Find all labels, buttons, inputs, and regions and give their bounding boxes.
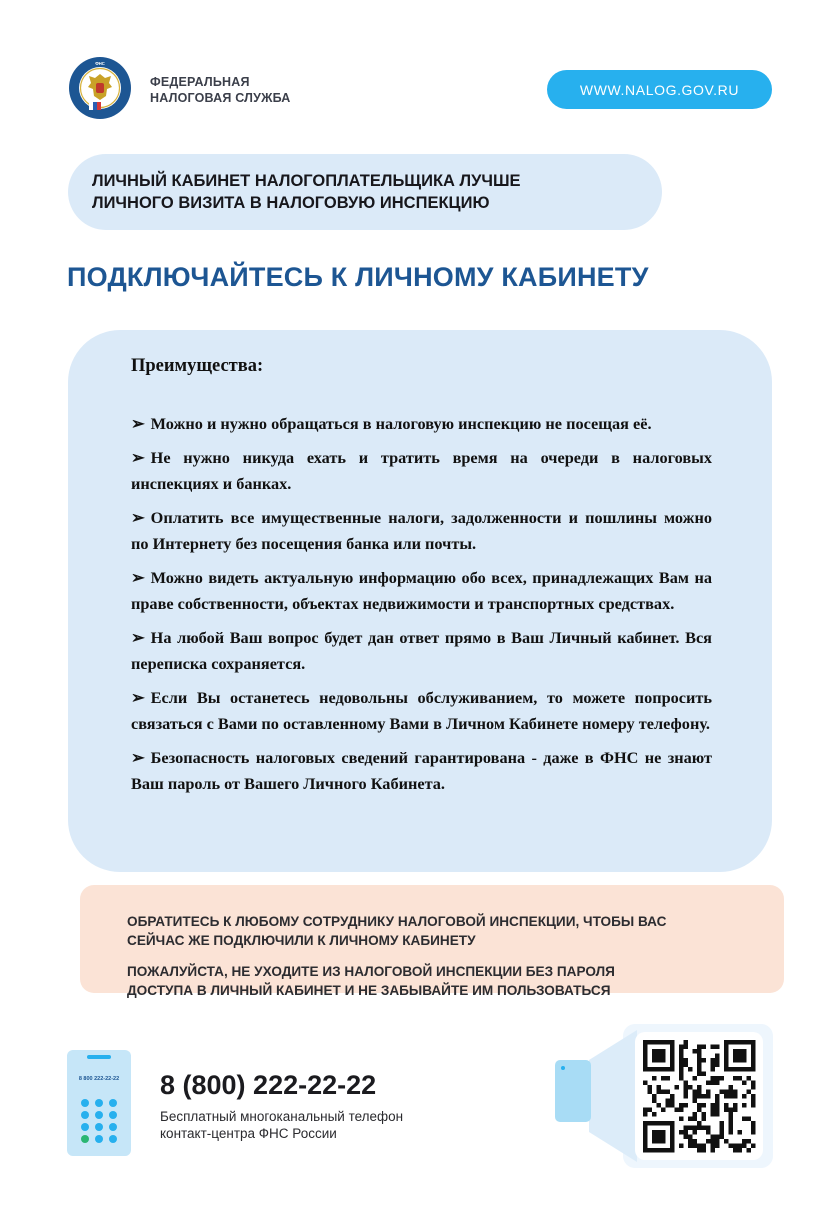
hotline-desc-line1: Бесплатный многоканальный телефон	[160, 1109, 404, 1124]
notice-line: ОБРАТИТЕСЬ К ЛЮБОМУ СОТРУДНИКУ НАЛОГОВОЙ ИНСПЕКЦИИ, ЧТОБЫ ВАС	[127, 914, 667, 929]
arrow-bullet-icon: ➢	[131, 748, 145, 767]
notice-line: ПОЖАЛУЙСТА, НЕ УХОДИТЕ ИЗ НАЛОГОВОЙ ИНСПЕКЦИИ БЕЗ ПАРОЛЯ	[127, 964, 615, 979]
hotline-phone-number[interactable]: 8 (800) 222-22-22	[160, 1070, 377, 1100]
arrow-bullet-icon: ➢	[131, 414, 145, 433]
website-link-button[interactable]: WWW.NALOG.GOV.RU	[547, 70, 772, 109]
notice-line: СЕЙЧАС ЖЕ ПОДКЛЮЧИЛИ К ЛИЧНОМУ КАБИНЕТУ	[127, 933, 476, 948]
benefit-text: Если Вы останетесь недовольны обслуживанием, то можете попросить связаться с Вами по оставленному Вами в Личном Кабинете номеру телефону.	[131, 688, 712, 733]
arrow-bullet-icon: ➢	[131, 568, 145, 587]
benefit-item	[131, 625, 712, 677]
arrow-bullet-icon: ➢	[131, 688, 145, 707]
scanning-phone-icon	[555, 1060, 591, 1122]
svg-text:ФНС: ФНС	[95, 61, 105, 66]
benefit-item	[131, 565, 712, 617]
notice-line: ДОСТУПА В ЛИЧНЫЙ КАБИНЕТ И НЕ ЗАБЫВАЙТЕ ИМ ПОЛЬЗОВАТЬСЯ	[127, 983, 611, 998]
headline-line2: ЛИЧНОГО ВИЗИТА В НАЛОГОВУЮ ИНСПЕКЦИЮ	[92, 194, 490, 212]
arrow-bullet-icon: ➢	[131, 628, 145, 647]
notice-box	[80, 885, 784, 998]
benefit-text: Не нужно никуда ехать и тратить время на очереди в налоговых инспекциях и банках.	[131, 448, 712, 493]
org-name-line1: ФЕДЕРАЛЬНАЯ	[150, 75, 250, 89]
benefit-text: Можно видеть актуальную информацию обо всех, принадлежащих Вам на праве собственности, объектах недвижимости и транспортных средствах.	[131, 568, 712, 613]
benefit-text: На любой Ваш вопрос будет дан ответ прямо в Ваш Личный кабинет. Вся переписка сохраняется.	[131, 628, 712, 673]
benefits-title: Преимущества:	[131, 356, 264, 376]
qr-code-panel	[553, 1024, 773, 1168]
hotline-desc-line2: контакт-центра ФНС России	[160, 1126, 337, 1141]
benefit-item	[131, 411, 712, 437]
phone-screen-number: 8 800 222-22-22	[78, 1076, 120, 1082]
benefits-list	[131, 411, 712, 805]
arrow-bullet-icon: ➢	[131, 508, 145, 527]
benefit-text: Можно и нужно обращаться в налоговую инспекцию не посещая её.	[150, 414, 652, 433]
phone-icon	[67, 1050, 131, 1156]
fns-emblem-logo	[68, 56, 132, 120]
hotline-description	[160, 1108, 403, 1142]
benefit-text: Оплатить все имущественные налоги, задолженности и пошлины можно по Интернету без посещения банка или почты.	[131, 508, 712, 553]
benefit-item	[131, 445, 712, 497]
org-name	[150, 74, 291, 106]
page-title: ПОДКЛЮЧАЙТЕСЬ К ЛИЧНОМУ КАБИНЕТУ	[67, 262, 649, 292]
benefit-text: Безопасность налоговых сведений гарантирована - даже в ФНС не знают Ваш пароль от Вашего Личного Кабинета.	[131, 748, 712, 793]
benefit-item	[131, 685, 712, 737]
arrow-bullet-icon: ➢	[131, 448, 145, 467]
headline-line1: ЛИЧНЫЙ КАБИНЕТ НАЛОГОПЛАТЕЛЬЩИКА ЛУЧШЕ	[92, 172, 521, 190]
benefit-item	[131, 745, 712, 797]
org-name-line2: НАЛОГОВАЯ СЛУЖБА	[150, 91, 291, 105]
headline-banner	[68, 154, 662, 230]
benefit-item	[131, 505, 712, 557]
